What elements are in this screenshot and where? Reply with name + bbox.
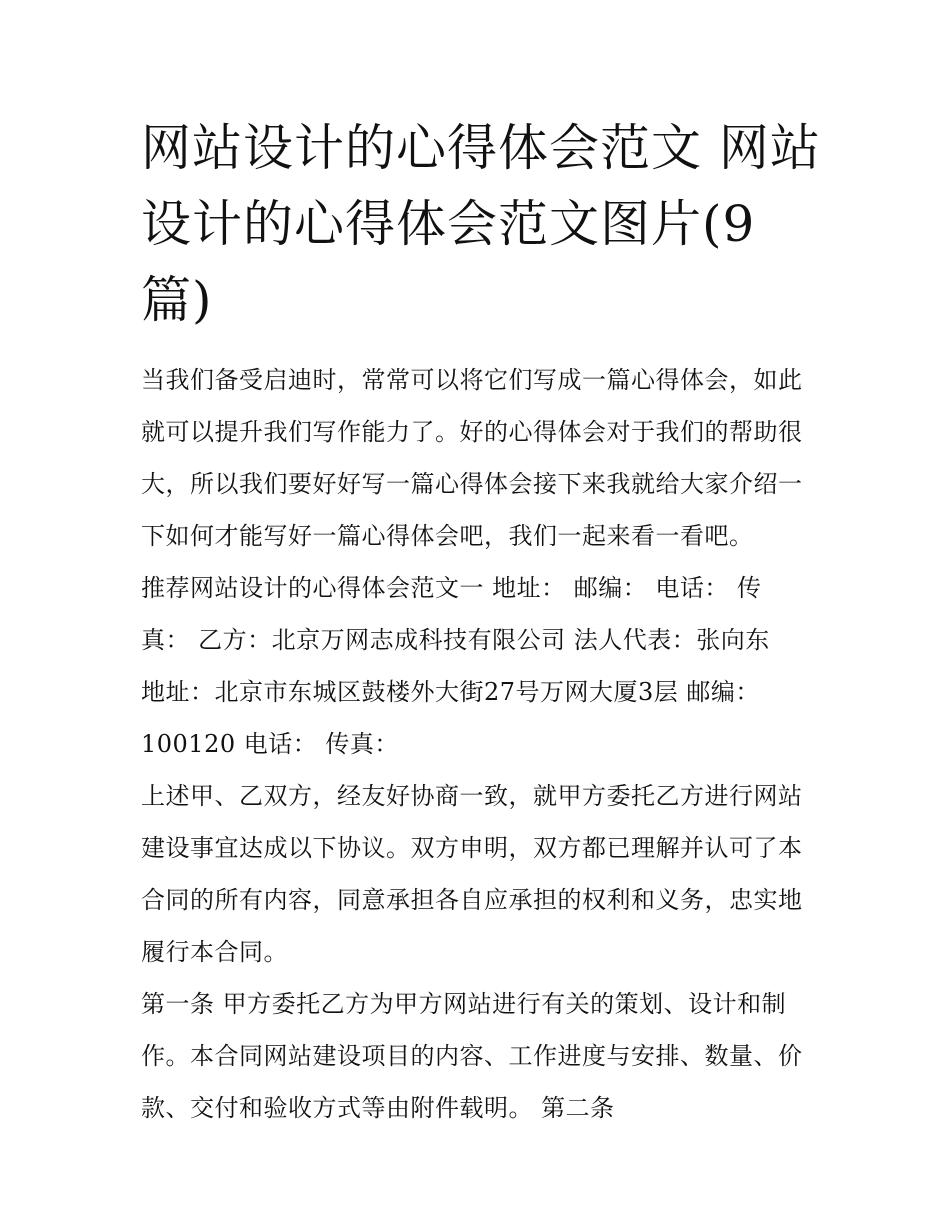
text-line: 当我们备受启迪时，常常可以将它们写成一篇心得体会，如此 [141, 366, 803, 394]
title-line: 网站设计的心得体会范文 网站 [141, 119, 821, 177]
text-line: 作。本合同网站建设项目的内容、工作进度与安排、数量、价 [141, 1042, 803, 1070]
contract-parties-paragraph [141, 562, 831, 770]
text-line: 下如何才能写好一篇心得体会吧，我们一起来看一看吧。 [141, 522, 754, 550]
text-line: 推荐网站设计的心得体会范文一 地址： 邮编： 电话： 传 [141, 574, 762, 602]
text-line: 上述甲、乙双方，经友好协商一致，就甲方委托乙方进行网站 [141, 782, 803, 810]
text-line: 款、交付和验收方式等由附件载明。 第二条 [141, 1094, 615, 1122]
agreement-paragraph [141, 770, 831, 978]
text-line: 合同的所有内容，同意承担各自应承担的权利和义务，忠实地 [141, 886, 803, 914]
title-line: 篇) [141, 271, 213, 329]
document-title [141, 110, 821, 338]
document-body [141, 354, 831, 1134]
text-line: 就可以提升我们写作能力了。好的心得体会对于我们的帮助很 [141, 418, 803, 446]
intro-paragraph [141, 354, 831, 562]
text-line: 大，所以我们要好好写一篇心得体会接下来我就给大家介绍一 [141, 470, 803, 498]
text-line: 100120 电话： 传真： [141, 730, 399, 758]
title-line: 设计的心得体会范文图片(9 [141, 195, 756, 253]
text-line: 真： 乙方：北京万网志成科技有限公司 法人代表：张向东 [141, 626, 770, 654]
text-line: 地址：北京市东城区鼓楼外大街27号万网大厦3层 邮编： [141, 678, 760, 706]
text-line: 第一条 甲方委托乙方为甲方网站进行有关的策划、设计和制 [141, 990, 787, 1018]
text-line: 履行本合同。 [141, 938, 288, 966]
text-line: 建设事宜达成以下协议。双方申明，双方都已理解并认可了本 [141, 834, 803, 862]
article-one-paragraph [141, 978, 831, 1134]
